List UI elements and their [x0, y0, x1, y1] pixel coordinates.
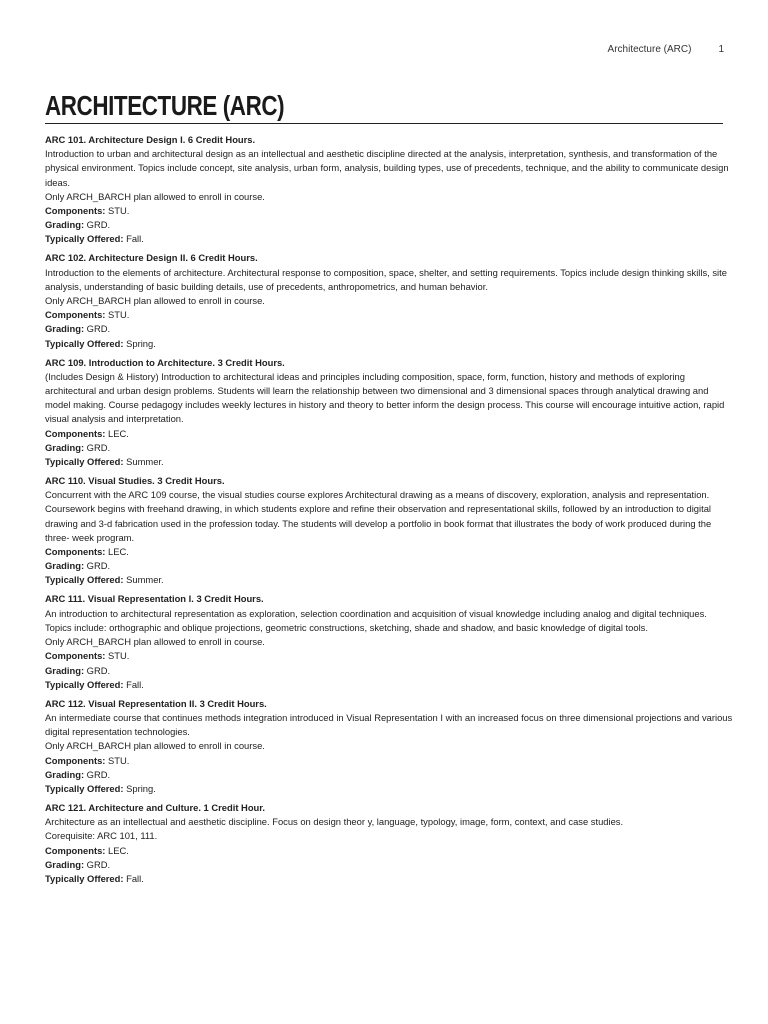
- course-heading: ARC 102. Architecture Design II. 6 Credit Hours.: [45, 252, 258, 264]
- course-offered: [45, 337, 735, 351]
- course-components: [45, 649, 735, 663]
- components-value: STU.: [108, 205, 130, 217]
- components-value: STU.: [108, 754, 130, 766]
- course-grading: [45, 218, 735, 232]
- page-title: ARCHITECTURE (ARC): [45, 90, 285, 121]
- course-heading: ARC 101. Architecture Design I. 6 Credit Hours.: [45, 134, 256, 145]
- course-grading: [45, 322, 735, 336]
- course-entry-arc-101: [45, 133, 735, 247]
- offered-value: Fall.: [126, 233, 144, 245]
- offered-label: Typically Offered:: [45, 233, 124, 245]
- running-header-section: Architecture (ARC): [607, 44, 692, 55]
- components-value: LEC.: [108, 844, 129, 856]
- course-offered: [45, 678, 735, 692]
- offered-label: Typically Offered:: [45, 574, 124, 586]
- grading-value: GRD.: [86, 664, 111, 676]
- grading-value: GRD.: [86, 323, 111, 335]
- grading-value: GRD.: [86, 768, 111, 780]
- course-offered: [45, 573, 735, 587]
- course-grading: [45, 559, 735, 573]
- course-grading: [45, 664, 735, 678]
- course-heading: ARC 112. Visual Representation II. 3 Credit Hours.: [45, 697, 267, 709]
- course-components: [45, 308, 735, 322]
- components-label: Components:: [45, 427, 106, 439]
- course-offered: [45, 232, 735, 246]
- grading-label: Grading:: [45, 560, 85, 572]
- course-components: [45, 545, 735, 559]
- course-entry-arc-121: [45, 801, 735, 886]
- course-heading: ARC 110. Visual Studies. 3 Credit Hours.: [45, 475, 225, 487]
- offered-label: Typically Offered:: [45, 456, 124, 468]
- components-label: Components:: [45, 650, 106, 662]
- components-label: Components:: [45, 205, 106, 217]
- offered-label: Typically Offered:: [45, 678, 124, 690]
- course-components: [45, 427, 735, 441]
- course-description: Architecture as an intellectual and aesthetic discipline. Focus on design theor y, language, typology, image, form, context, and case studies.: [45, 816, 624, 828]
- course-entry-arc-110: [45, 474, 735, 588]
- course-enrollment-note: Only ARCH_BARCH plan allowed to enroll in course.: [45, 190, 265, 202]
- course-corequisite-note: Corequisite: ARC 101, 111.: [45, 830, 158, 842]
- course-enrollment-note: Only ARCH_BARCH plan allowed to enroll in course.: [45, 295, 265, 307]
- components-value: LEC.: [108, 427, 129, 439]
- course-list: [45, 133, 735, 891]
- offered-label: Typically Offered:: [45, 872, 124, 884]
- course-heading: ARC 109. Introduction to Architecture. 3 Credit Hours.: [45, 356, 285, 368]
- course-entry-arc-111: [45, 592, 735, 691]
- course-description: (Includes Design & History) Introduction to architectural ideas and principles including composition, space, form, function, history and methods of exploring architectural and urban design problems. Students will learn the relationship between two dimensional and 3 dimensional spaces through analytical drawing and model making. Course pedagogy includes weekly lectures in history and theory to better inform the design process. This course will encourage intuitive action, rapid visual analysis and interpretation.: [45, 370, 725, 425]
- course-description: Introduction to urban and architectural design as an intellectual and aesthetic discipline directed at the analysis, interpretation, synthesis, and transformation of the physical environment. Topics include concept, site analysis, urban form, analysis, building types, use of precedents, technique, and the ability to communicate design ideas.: [45, 148, 729, 188]
- offered-value: Fall.: [126, 872, 144, 884]
- grading-label: Grading:: [45, 768, 85, 780]
- course-heading: ARC 121. Architecture and Culture. 1 Credit Hour.: [45, 801, 266, 813]
- page-number: 1: [718, 44, 724, 55]
- course-description: Introduction to the elements of architecture. Architectural response to composition, space, shelter, and setting requirements. Topics include design thinking skills, site analysis, understanding of basic building details, use of precedents, anthropometrics, and human behavior.: [45, 266, 727, 292]
- components-value: STU.: [108, 309, 130, 321]
- offered-value: Spring.: [126, 337, 156, 349]
- components-value: STU.: [108, 650, 130, 662]
- course-entry-arc-109: [45, 356, 735, 470]
- components-label: Components:: [45, 754, 106, 766]
- course-entry-arc-112: [45, 697, 735, 796]
- course-description: An introduction to architectural representation as exploration, selection coordination and acquisition of visual knowledge including analog and digital techniques. Topics include: orthographic and oblique projections, geometric constructions, sketching, shade and shadow, and basic knowledge of digital tools.: [45, 607, 707, 633]
- course-grading: [45, 768, 735, 782]
- course-components: [45, 844, 735, 858]
- grading-value: GRD.: [86, 858, 111, 870]
- grading-label: Grading:: [45, 323, 85, 335]
- course-grading: [45, 441, 735, 455]
- title-divider: [45, 123, 723, 124]
- components-label: Components:: [45, 309, 106, 321]
- offered-value: Fall.: [126, 678, 144, 690]
- grading-value: GRD.: [86, 560, 111, 572]
- offered-value: Summer.: [126, 456, 164, 468]
- grading-value: GRD.: [86, 441, 111, 453]
- course-entry-arc-102: [45, 251, 735, 350]
- course-grading: [45, 858, 735, 872]
- offered-value: Summer.: [126, 574, 164, 586]
- offered-label: Typically Offered:: [45, 782, 124, 794]
- course-components: [45, 204, 735, 218]
- grading-label: Grading:: [45, 858, 85, 870]
- course-enrollment-note: Only ARCH_BARCH plan allowed to enroll in course.: [45, 636, 265, 648]
- course-enrollment-note: Only ARCH_BARCH plan allowed to enroll in course.: [45, 740, 265, 752]
- grading-value: GRD.: [86, 219, 111, 231]
- course-offered: [45, 782, 735, 796]
- course-offered: [45, 872, 735, 886]
- course-heading: ARC 111. Visual Representation I. 3 Credit Hours.: [45, 593, 264, 605]
- offered-label: Typically Offered:: [45, 337, 124, 349]
- grading-label: Grading:: [45, 219, 85, 231]
- components-label: Components:: [45, 844, 106, 856]
- grading-label: Grading:: [45, 664, 85, 676]
- offered-value: Spring.: [126, 782, 156, 794]
- grading-label: Grading:: [45, 441, 85, 453]
- course-components: [45, 754, 735, 768]
- components-value: LEC.: [108, 546, 129, 558]
- course-description: Concurrent with the ARC 109 course, the visual studies course explores Architectural drawing as a means of discovery, exploration, analysis and representation. Coursework begins with freehand drawing, in which students explore and refine their observation and representational skills, followed by an introduction to digital drawing and 3-d fabrication used in the profession today. The students will develop a portfolio in book format that illustrates the body of work produced during the three- week program.: [45, 489, 712, 543]
- running-header: [608, 44, 724, 55]
- components-label: Components:: [45, 546, 106, 558]
- course-offered: [45, 455, 735, 469]
- course-description: An intermediate course that continues methods integration introduced in Visual Representation I with an increased focus on three dimensional projections and various digital representation technologies.: [45, 711, 733, 738]
